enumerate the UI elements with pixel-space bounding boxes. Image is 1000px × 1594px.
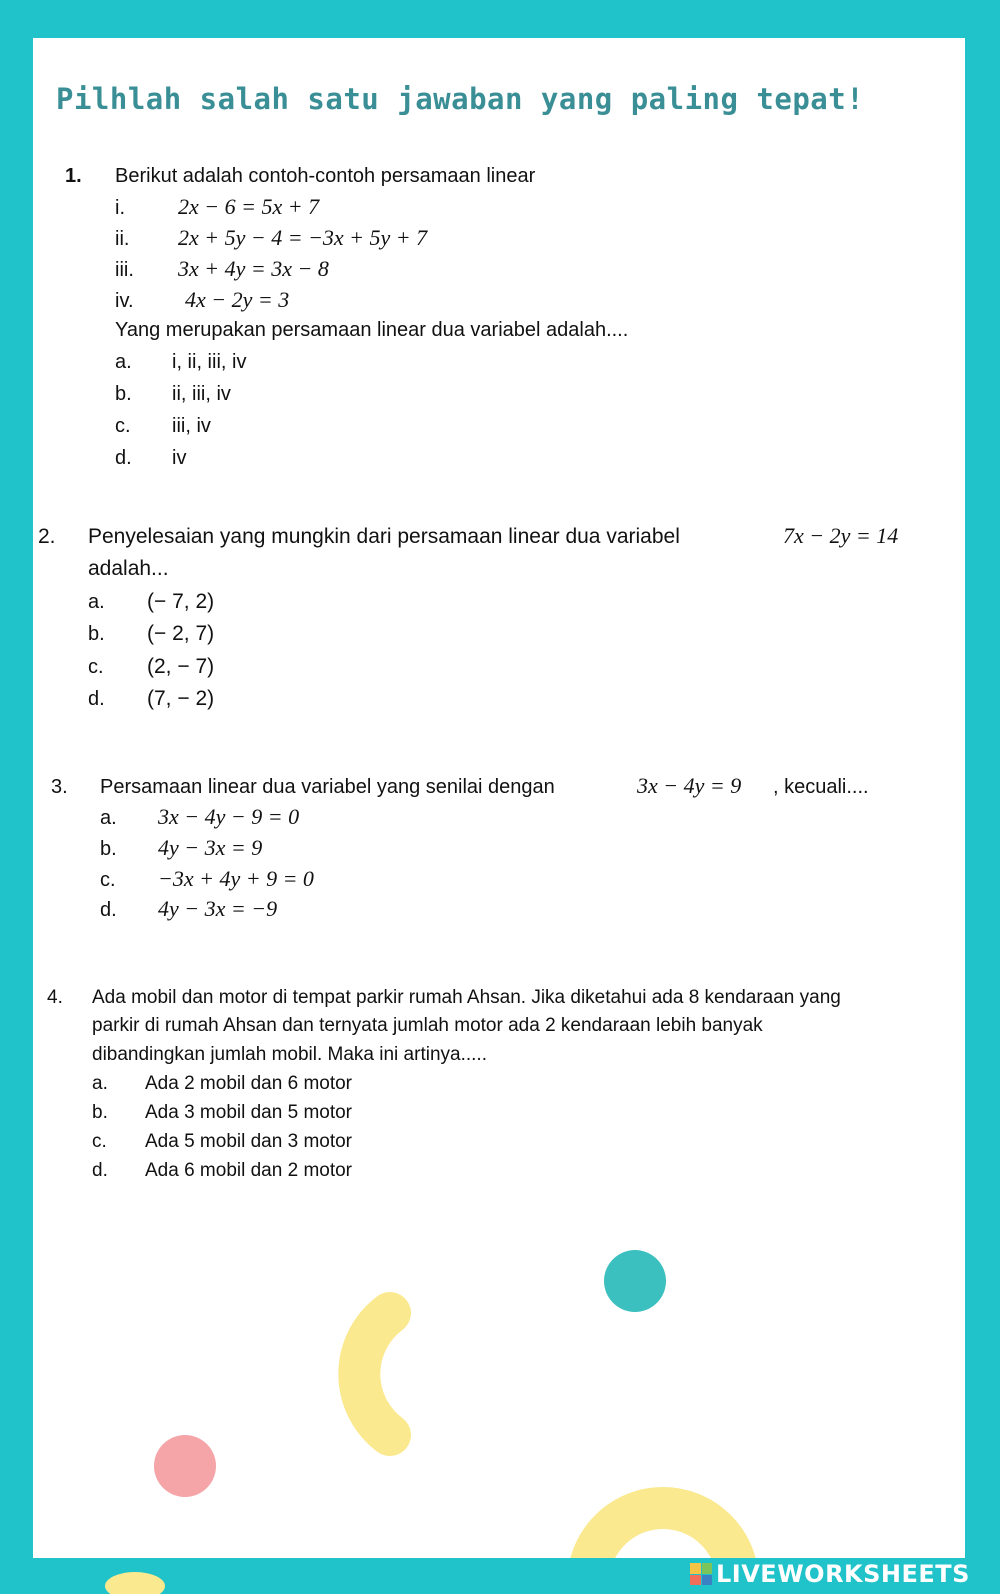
option-text: Ada 3 mobil dan 5 motor <box>145 1102 353 1123</box>
question-4-text-line: parkir di rumah Ahsan dan ternyata jumlah motor ada 2 kendaraan lebih banyak <box>92 1015 763 1036</box>
question-3-number: 3. <box>51 776 68 798</box>
option-label: d. <box>100 899 117 921</box>
question-4-number: 4. <box>47 987 63 1008</box>
option-label: a. <box>115 351 132 373</box>
option-label: c. <box>88 656 104 678</box>
question-3-text: Persamaan linear dua variabel yang senilai dengan <box>100 776 555 798</box>
question-1-prompt: Yang merupakan persamaan linear dua variabel adalah.... <box>115 319 629 341</box>
option-label: c. <box>115 415 131 437</box>
statement-label: ii. <box>115 228 130 250</box>
option-label: b. <box>88 623 105 645</box>
question-1-text: Berikut adalah contoh-contoh persamaan linear <box>115 165 536 187</box>
footer-brand[interactable] <box>690 1559 970 1589</box>
question-4-text-line: Ada mobil dan motor di tempat parkir rumah Ahsan. Jika diketahui ada 8 kendaraan yang <box>92 987 841 1008</box>
question-2-number: 2. <box>38 525 56 548</box>
option-text: 4y − 3x = −9 <box>158 896 278 921</box>
option-label: c. <box>100 869 116 891</box>
question-4-text-line: dibandingkan jumlah mobil. Maka ini artinya..... <box>92 1044 487 1065</box>
teal-dot-decoration <box>604 1250 666 1312</box>
option-text: (2, − 7) <box>147 655 215 678</box>
option-text: iii, iv <box>172 415 211 437</box>
question-2-expression: 7x − 2y = 14 <box>783 523 899 548</box>
option-text: ii, iii, iv <box>172 383 231 405</box>
option-text: 4y − 3x = 9 <box>158 835 263 860</box>
pink-dot-decoration <box>154 1435 216 1497</box>
statement-label: iii. <box>115 259 134 281</box>
worksheet-page <box>33 38 965 1558</box>
option-text: (− 2, 7) <box>147 622 215 645</box>
option-text: 3x − 4y − 9 = 0 <box>158 804 300 829</box>
question-3-text-end: , kecuali.... <box>773 776 869 798</box>
yellow-corner-decoration <box>100 1556 170 1594</box>
option-label: a. <box>92 1073 108 1094</box>
option-label: d. <box>115 447 132 469</box>
footer-brand-text: LIVEWORKSHEETS <box>716 1560 970 1588</box>
statement-label: iv. <box>115 290 134 312</box>
statement-expression: 4x − 2y = 3 <box>185 287 290 312</box>
option-label: a. <box>100 807 117 829</box>
option-label: d. <box>92 1160 108 1181</box>
question-2-text-cont: adalah... <box>88 557 169 580</box>
statement-label: i. <box>115 197 125 219</box>
question-2-text: Penyelesaian yang mungkin dari persamaan linear dua variabel <box>88 525 680 548</box>
option-label: b. <box>92 1102 108 1123</box>
page-title: Pilhlah salah satu jawaban yang paling tepat! <box>56 82 865 116</box>
option-text: −3x + 4y + 9 = 0 <box>158 866 314 891</box>
option-label: b. <box>115 383 132 405</box>
option-label: a. <box>88 591 105 613</box>
statement-expression: 2x − 6 = 5x + 7 <box>178 194 320 219</box>
option-label: c. <box>92 1131 107 1152</box>
option-text: Ada 2 mobil dan 6 motor <box>145 1073 353 1094</box>
option-text: iv <box>172 447 187 469</box>
decorative-shapes <box>33 1238 965 1558</box>
question-1-number: 1. <box>65 165 82 187</box>
option-label: b. <box>100 838 117 860</box>
statement-expression: 2x + 5y − 4 = −3x + 5y + 7 <box>178 225 428 250</box>
option-text: (7, − 2) <box>147 687 215 710</box>
option-text: i, ii, iii, iv <box>172 351 247 373</box>
yellow-arch-decoration <box>588 1508 738 1558</box>
statement-expression: 3x + 4y = 3x − 8 <box>178 256 329 281</box>
option-text: Ada 6 mobil dan 2 motor <box>145 1160 353 1181</box>
liveworksheets-logo-icon <box>690 1563 712 1585</box>
option-label: d. <box>88 688 105 710</box>
question-3-expression: 3x − 4y = 9 <box>637 773 742 798</box>
yellow-arc-decoration <box>359 1313 390 1435</box>
option-text: Ada 5 mobil dan 3 motor <box>145 1131 353 1152</box>
option-text: (− 7, 2) <box>147 590 215 613</box>
